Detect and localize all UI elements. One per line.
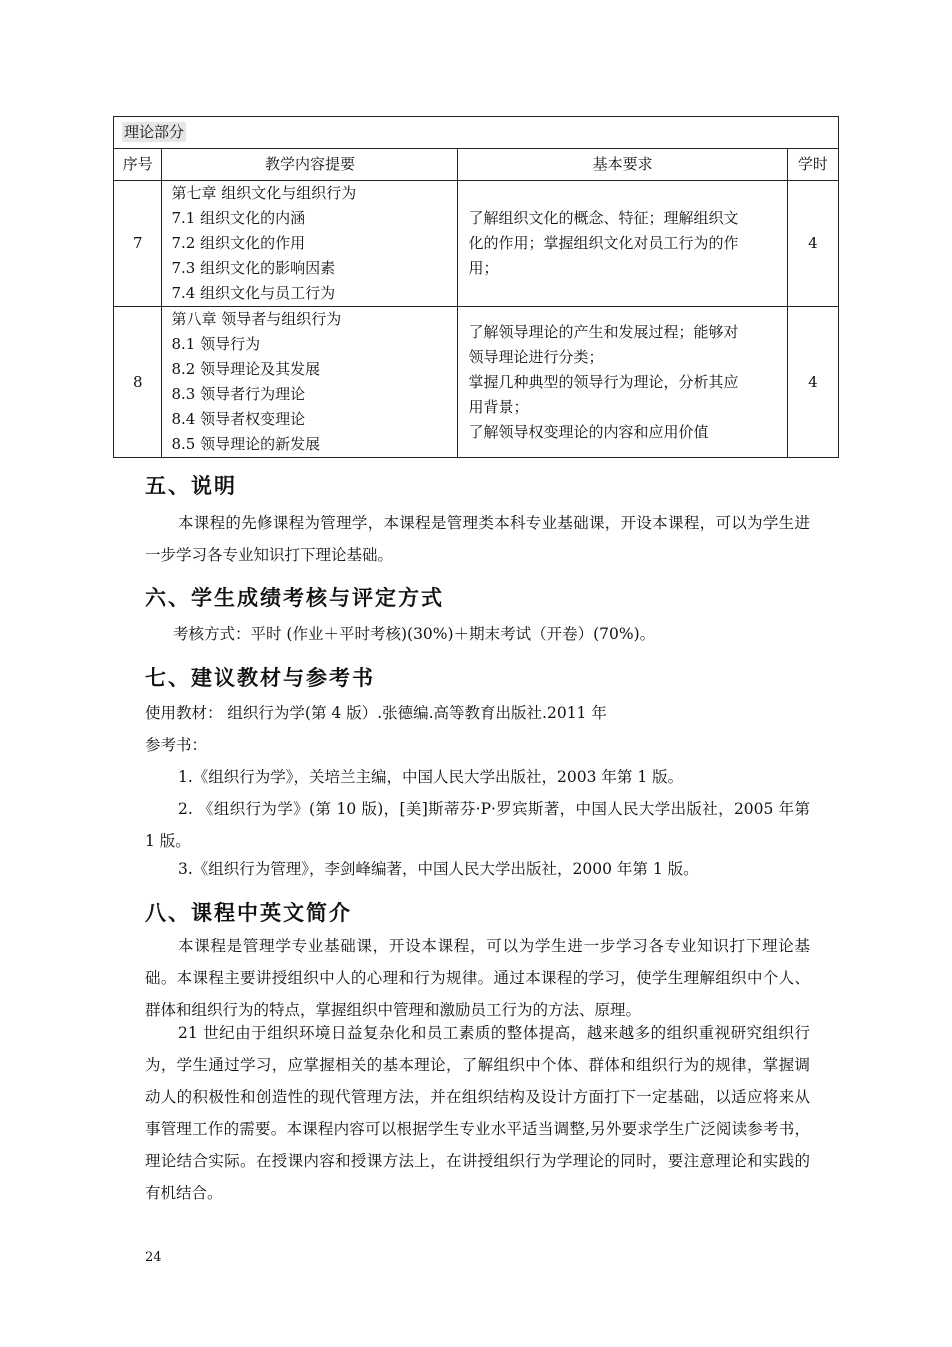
requirement-line: 了解组织文化的概念、特征；理解组织文 [468,209,739,227]
row-content [162,307,458,458]
header-hours: 学时 [787,149,838,181]
table-header-row [114,149,839,181]
content-line: 7.1 组织文化的内涵 [171,209,306,227]
content-line: 7.2 组织文化的作用 [171,234,306,252]
requirement-line: 领导理论进行分类； [468,347,604,366]
content-line: 第八章 领导者与组织行为 [171,310,342,328]
row-hours: 4 [787,181,838,307]
intro-paragraph: 21 世纪由于组织环境日益复杂化和员工素质的整体提高，越来越多的组织重视研究组织行为，学生通过学习，应掌握相关的基本理论，了解组织中个体、群体和组织行为的规律，掌握调动人的积极性和创造性的现代管理方法，并在组织结构及设计方面打下一定基础，以适应将来从事管理工作的需要。本课程内容可以根据学生专业水平适当调整,另外要求学生广泛阅读参考书，理论结合实际。在授课内容和授课方法上，在讲授组织行为学理论的同时，要注意理论和实践的有机结合。 [145,1024,810,1202]
content-line: 8.5 领导理论的新发展 [171,435,321,453]
header-requirements: 基本要求 [458,149,787,181]
reference-item: 1.《组织行为学》，关培兰主编，中国人民大学出版社，2003 年第 1 版。 [178,768,684,786]
intro-paragraph: 本课程是管理学专业基础课，开设本课程，可以为学生进一步学习各专业知识打下理论基础。本课程主要讲授组织中人的心理和行为规律。通过本课程的学习，使学生理解组织中个人、群体和组织行为的特点，掌握组织中管理和激励员工行为的方法、原理。 [145,937,810,1019]
row-num: 8 [114,307,162,458]
references-label: 参考书： [145,736,208,754]
content-line: 8.2 领导理论及其发展 [171,360,321,378]
content-line: 7.4 组织文化与员工行为 [171,284,336,302]
requirement-line: 用； [468,259,499,277]
section-8-title: 八、课程中英文简介 [145,901,352,925]
requirement-line: 用背景； [468,397,529,416]
row-num: 7 [114,181,162,307]
row-requirements [458,181,787,307]
course-content-table [113,116,839,458]
table-row [114,307,839,458]
reference-item: 3.《组织行为管理》，李剑峰编著，中国人民大学出版社，2000 年第 1 版。 [178,860,699,878]
table-section-label: 理论部分 [124,123,185,141]
content-line: 8.3 领导者行为理论 [171,385,306,403]
row-requirements [458,307,787,458]
requirement-line: 掌握几种典型的领导行为理论，分析其应 [468,372,739,391]
page-number: 24 [145,1250,162,1265]
header-content: 教学内容提要 [162,149,458,181]
requirement-line: 了解领导权变理论的内容和应用价值 [468,422,709,441]
section-7-title: 七、建议教材与参考书 [145,666,375,690]
table-section-row [114,117,839,149]
section-6-title: 六、学生成绩考核与评定方式 [145,586,444,610]
requirement-line: 化的作用；掌握组织文化对员工行为的作 [468,234,739,252]
table-row [114,181,839,307]
header-num: 序号 [114,149,162,181]
section-5-title: 五、说明 [145,474,237,498]
content-line: 第七章 组织文化与组织行为 [171,184,357,202]
row-content [162,181,458,307]
row-hours: 4 [787,307,838,458]
content-line: 7.3 组织文化的影响因素 [171,259,336,277]
requirement-line: 了解领导理论的产生和发展过程；能够对 [468,322,739,341]
content-line: 8.1 领导行为 [171,335,261,353]
section-5-body: 本课程的先修课程为管理学，本课程是管理类本科专业基础课，开设本课程，可以为学生进一步学习各专业知识打下理论基础。 [145,514,810,564]
textbook-line: 使用教材： 组织行为学(第 4 版）.张德编.高等教育出版社.2011 年 [145,704,607,722]
section-6-body: 考核方式：平时 (作业＋平时考核)(30%)＋期末考试（开卷）(70%)。 [173,625,656,643]
content-line: 8.4 领导者权变理论 [171,410,306,428]
reference-item: 2. 《组织行为学》(第 10 版)，[美]斯蒂芬·P·罗宾斯著，中国人民大学出版社，2005 年第 1 版。 [145,800,810,850]
